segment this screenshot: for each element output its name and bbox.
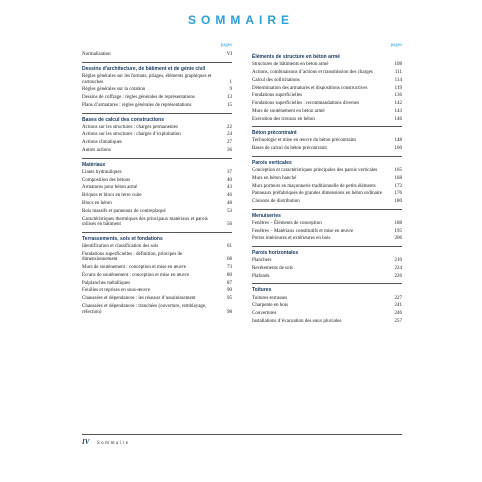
toc-entry[interactable] xyxy=(82,103,232,109)
toc-entry-page: 246 xyxy=(394,311,402,317)
toc-entry-label: Toitures-terrasses xyxy=(252,295,288,301)
toc-entry[interactable] xyxy=(252,191,402,197)
toc-entry-label: Conception et caractéristiques principales des parois verticales xyxy=(252,168,378,173)
toc-entry-label: Écrans de soutènement : conception et mise en œuvre xyxy=(82,272,190,278)
toc-entry-page: 40 xyxy=(227,177,232,183)
toc-entry-label: Composition des bétons xyxy=(82,177,131,183)
toc-entry-label: Actions sur les structures : charges d’exploitation xyxy=(82,132,181,138)
toc-entry[interactable] xyxy=(252,229,402,235)
toc-entry[interactable] xyxy=(252,199,402,205)
toc-entry[interactable] xyxy=(82,201,232,207)
toc-entry-label: Calcul des sollicitations xyxy=(252,77,300,83)
toc-entry-page: 143 xyxy=(394,108,402,114)
toc-entry-page: 206 xyxy=(394,236,402,242)
toc-section xyxy=(252,126,402,152)
toc-entry[interactable] xyxy=(252,93,402,99)
toc-entry-page: 224 xyxy=(394,266,402,272)
toc-entry[interactable] xyxy=(252,319,402,325)
toc-entry[interactable] xyxy=(82,185,232,191)
toc-entry-label: Couvertures xyxy=(252,311,277,317)
toc-entry-label: Fenêtres – Éléments de conception xyxy=(252,220,322,226)
toc-entry-page: 195 xyxy=(394,228,402,234)
toc-entry-page: 36 xyxy=(227,148,232,154)
toc-entry-page: 108 xyxy=(394,62,402,68)
toc-entry-page: 136 xyxy=(394,93,402,99)
toc-entry-page: 165 xyxy=(394,168,402,173)
toc-section xyxy=(82,232,232,315)
toc-entry-page: 168 xyxy=(394,175,402,181)
toc-entry-label: Liants hydrauliques xyxy=(82,169,122,175)
toc-entry-label: Murs porteurs en maçonnerie traditionnelle de petits éléments xyxy=(252,183,376,189)
toc-entry-label: Plans d’armatures : règles générales de représentations xyxy=(82,102,192,108)
toc-entry-page: 22 xyxy=(227,124,232,130)
toc-entry-label: Charpente en bois xyxy=(252,303,289,309)
toc-section xyxy=(82,113,232,154)
toc-entry-page: 210 xyxy=(394,258,402,264)
pages-header: pages xyxy=(390,43,402,48)
toc-entry[interactable] xyxy=(252,86,402,92)
toc-entry[interactable] xyxy=(82,132,232,138)
toc-entry-label: Portes intérieures et extérieures en bois xyxy=(252,236,331,242)
toc-entry[interactable] xyxy=(82,252,232,263)
toc-entry-label: Fondations superficielles : définition, principes de dimensionnement xyxy=(82,251,183,263)
toc-entry[interactable] xyxy=(252,101,402,107)
toc-entry-label: Armatures pour béton armé xyxy=(82,185,138,191)
toc-entry[interactable] xyxy=(252,138,402,144)
toc-entry-page: 24 xyxy=(227,132,232,138)
toc-entry-label: Caractéristiques thermiques des principaux matériaux et parois utilisés en bâtiment xyxy=(82,216,208,228)
toc-section xyxy=(252,246,402,279)
toc-entry-label: Règles générales sur la cotation xyxy=(82,87,146,93)
toc-entry-page: 27 xyxy=(227,140,232,146)
toc-entry[interactable] xyxy=(252,176,402,182)
toc-section-title: Béton précontraint xyxy=(252,126,402,136)
toc-entry-label: Exécution des travaux en béton xyxy=(252,116,315,122)
toc-entry[interactable] xyxy=(82,87,232,93)
toc-entry-page: 226 xyxy=(394,273,402,279)
toc-section-title: Bases de calcul des constructions xyxy=(82,113,232,123)
toc-entry-page: 146 xyxy=(394,116,402,122)
toc-entry[interactable] xyxy=(82,52,232,58)
toc-entry[interactable] xyxy=(82,296,232,302)
toc-entry-label: Fenêtres – Matériaux constitutifs et mise en œuvre xyxy=(252,228,354,234)
toc-right-column xyxy=(252,41,402,327)
toc-entry-page: 95 xyxy=(227,296,232,302)
toc-entry-page: 1 xyxy=(229,79,232,85)
toc-section xyxy=(252,54,402,122)
toc-entry-label: Actions climatiques xyxy=(82,140,122,146)
toc-entry-page: 172 xyxy=(394,183,402,189)
toc-entry-label: Murs de soutènement en béton armé xyxy=(252,108,325,114)
toc-entry[interactable] xyxy=(82,170,232,176)
toc-entry[interactable] xyxy=(82,74,232,85)
toc-entry[interactable] xyxy=(82,244,232,250)
page-title: SOMMAIRE xyxy=(188,13,294,27)
toc-entry[interactable] xyxy=(82,125,232,131)
toc-entry-label: Actions sur les structures : charges permanentes xyxy=(82,124,178,130)
toc-entry-page: 114 xyxy=(394,77,402,83)
toc-entry-label: Blocs en béton xyxy=(82,200,112,206)
toc-entry[interactable] xyxy=(82,265,232,271)
toc-entry[interactable] xyxy=(82,273,232,279)
toc-entry[interactable] xyxy=(82,209,232,215)
toc-entry-label: Fouilles et reprises en sous-œuvre xyxy=(82,288,151,294)
toc-entry[interactable] xyxy=(82,281,232,287)
toc-entry-label: Installations d’évacuation des eaux pluviales xyxy=(252,318,342,324)
toc-entry-label: Bases de calcul du béton précontraint xyxy=(252,146,327,152)
toc-entry-page: 37 xyxy=(227,169,232,175)
toc-section xyxy=(82,62,232,109)
toc-entry[interactable] xyxy=(252,296,402,302)
toc-entry[interactable] xyxy=(252,311,402,317)
toc-entry-label: Identification et classification des sols xyxy=(82,243,159,249)
toc-left-sections xyxy=(82,62,232,315)
toc-entry[interactable] xyxy=(252,266,402,272)
footer-label: Sommaire xyxy=(96,441,130,446)
toc-entry[interactable] xyxy=(82,140,232,146)
toc-entry[interactable] xyxy=(252,146,402,152)
toc-entry-label: Dessins de coffrage : règles générales de représentations xyxy=(82,95,195,101)
toc-entry[interactable] xyxy=(252,184,402,190)
toc-entry-label: Règles générales sur les formats, pliages, éléments graphiques et cartouches xyxy=(82,73,212,85)
toc-entry-label: Actions, combinaisons d’actions et transmission des charges xyxy=(252,69,373,75)
toc-entry-label: Briques et blocs en terre cuite xyxy=(82,193,142,199)
toc-entry-page: 48 xyxy=(227,200,232,206)
toc-entry[interactable] xyxy=(82,193,232,199)
toc-entry-label: Bois massifs et panneaux de contreplaqué xyxy=(82,208,166,214)
toc-entry-label: Fondations superficielles : recommandations diverses xyxy=(252,101,360,107)
toc-entry-page: 9 xyxy=(229,87,232,93)
toc-entry-page: 68 xyxy=(227,257,232,263)
toc-entry[interactable] xyxy=(252,117,402,123)
toc-entry-label: Palplanches métalliques xyxy=(82,280,131,286)
toc-entry[interactable] xyxy=(82,95,232,101)
toc-entry-page: 176 xyxy=(394,191,402,197)
toc-entry-page: 13 xyxy=(227,95,232,101)
toc-entry[interactable] xyxy=(82,178,232,184)
toc-entry-page: 241 xyxy=(394,303,402,309)
toc-entry-label: Chaussées et dépendances : les réseaux d’assainissement xyxy=(82,296,196,302)
toc-entry-label: Murs de soutènement : conception et mise en œuvre xyxy=(82,265,187,271)
toc-section-title: Dessins d’architecture, de bâtiment et de génie civil xyxy=(82,62,232,72)
toc-entry-page: 160 xyxy=(394,146,402,152)
toc-entry-page: 119 xyxy=(394,85,402,91)
toc-section-title: Matériaux xyxy=(82,158,232,168)
toc-entry-page: 56 xyxy=(227,222,232,228)
toc-entry[interactable] xyxy=(82,304,232,315)
toc-entry[interactable] xyxy=(252,221,402,227)
toc-entry-page: 73 xyxy=(227,265,232,271)
toc-right-sections xyxy=(252,54,402,325)
toc-entry-label: Normalisation xyxy=(82,52,111,58)
toc-section-title: Terrassements, sols et fondations xyxy=(82,232,232,242)
toc-entry[interactable] xyxy=(252,236,402,242)
toc-entry[interactable] xyxy=(252,109,402,115)
pages-header: pages xyxy=(220,43,232,48)
toc-entry-page: 61 xyxy=(227,243,232,249)
toc-section-title: Parois horizontales xyxy=(252,246,402,256)
toc-entry-page: 80 xyxy=(227,272,232,278)
toc-entry-label: Fondations superficielles xyxy=(252,93,303,99)
toc-entry[interactable] xyxy=(252,62,402,68)
toc-entry-label: Chaussées et dépendances : tranchées (ouverture, remblayage, réfection) xyxy=(82,303,207,315)
toc-entry-label: Technologie et mise en œuvre du béton précontraint xyxy=(252,138,356,144)
toc-entry[interactable] xyxy=(252,258,402,264)
toc-entry[interactable] xyxy=(82,217,232,228)
toc-entry-page: 53 xyxy=(227,208,232,214)
toc-entry-page: 227 xyxy=(394,295,402,301)
toc-section-title: Menuiseries xyxy=(252,209,402,219)
toc-entry[interactable] xyxy=(82,148,232,154)
toc-entry-page: 180 xyxy=(394,199,402,205)
toc-section xyxy=(252,283,402,324)
toc-entry[interactable] xyxy=(252,168,402,174)
toc-entry-label: Structures de bâtiments en béton armé xyxy=(252,62,329,68)
toc-entry-label: Murs en béton banché xyxy=(252,175,297,181)
toc-entry-label: Planchers xyxy=(252,258,272,264)
toc-entry[interactable] xyxy=(252,78,402,84)
toc-section-title: Éléments de structure en béton armé xyxy=(252,54,341,60)
toc-entry-page: 87 xyxy=(227,280,232,286)
footer-page-number: IV xyxy=(82,438,90,446)
toc-entry-label: Autres actions xyxy=(82,148,111,154)
toc-section xyxy=(82,158,232,228)
page-footer xyxy=(82,434,402,446)
toc-entry-label: Cloisons de distribution xyxy=(252,199,300,205)
toc-entry-page: 46 xyxy=(227,193,232,199)
toc-entry-page: 111 xyxy=(394,69,402,75)
toc-entry-label: Plafonds xyxy=(252,273,270,279)
toc-entry-page: 15 xyxy=(227,102,232,108)
toc-section-title: Parois verticales xyxy=(252,156,402,166)
toc-entry-page: 257 xyxy=(394,318,402,324)
toc-section xyxy=(252,156,402,205)
toc-entry[interactable] xyxy=(252,303,402,309)
toc-entry-page: 148 xyxy=(394,138,402,144)
toc-left-column xyxy=(82,41,232,317)
toc-entry-label: Revêtements de sols xyxy=(252,266,293,272)
toc-entry[interactable] xyxy=(252,274,402,280)
toc-entry-page: 90 xyxy=(227,288,232,294)
toc-section xyxy=(252,209,402,242)
toc-entry-page: 188 xyxy=(394,220,402,226)
toc-entry-page: 142 xyxy=(394,101,402,107)
toc-entry-page: VI xyxy=(226,52,232,58)
toc-entry-page: 98 xyxy=(227,309,232,315)
toc-entry-label: Détermination des armatures et dispositions constructives xyxy=(252,85,368,91)
toc-entry[interactable] xyxy=(252,70,402,76)
toc-entry-page: 43 xyxy=(227,185,232,191)
toc-entry-label: Panneaux préfabriqués de grandes dimensions en béton ordinaire xyxy=(252,191,383,197)
toc-section-title: Toitures xyxy=(252,283,402,293)
toc-entry[interactable] xyxy=(82,288,232,294)
